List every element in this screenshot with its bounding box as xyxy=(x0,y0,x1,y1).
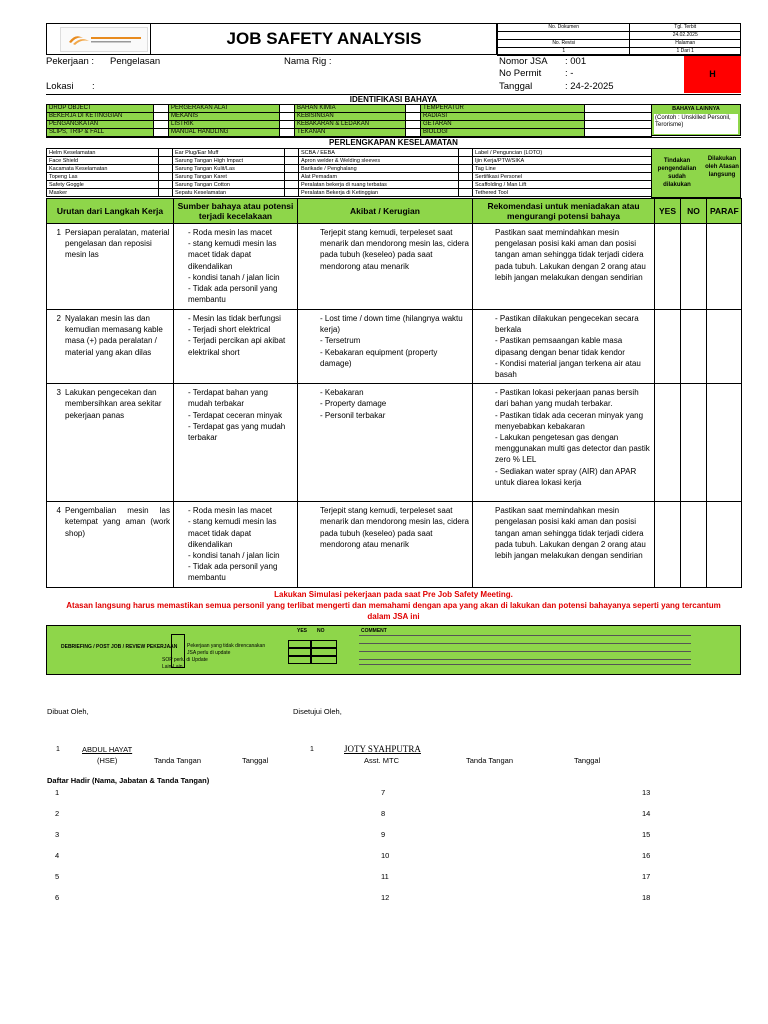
attendance-number: 5 xyxy=(55,872,60,881)
ppe-item: Safety Goggle xyxy=(47,181,159,189)
meta-label-revision: No. Revisi xyxy=(498,40,630,48)
hazard-source-item: - stang kemudi mesin las macet tidak dapat dikendalikan xyxy=(188,517,277,549)
step-number: 4 xyxy=(56,506,61,516)
attendance-number: 15 xyxy=(642,830,651,839)
attendance-title: Daftar Hadir (Nama, Jabatan & Tanda Tangan) xyxy=(47,776,210,785)
meta-label-doc-no: No. Dokumen xyxy=(498,24,630,32)
tanggal-value: : 24-2-2025 xyxy=(565,81,614,92)
hazard-source-item: - Tidak ada personil yang membantu xyxy=(188,562,278,583)
signer1-signature-label: Tanda Tangan xyxy=(154,756,201,765)
debrief-comment-label: COMMENT xyxy=(361,628,387,634)
recommendation-cell xyxy=(473,310,655,384)
no-checkbox-cell[interactable] xyxy=(681,310,707,384)
ppe-item: SCBA / EEBA xyxy=(299,149,459,157)
hazard-checkbox[interactable] xyxy=(585,113,652,121)
signer1-date-label: Tanggal xyxy=(242,756,269,765)
disetujui-oleh: Disetujui Oleh, xyxy=(293,707,342,716)
effect-item: - Kebakaran equipment (property damage) xyxy=(320,347,438,368)
hazard-source-item: - kondisi tanah / jalan licin xyxy=(188,551,280,561)
hazard-checkbox[interactable] xyxy=(280,113,295,121)
yes-checkbox-cell[interactable] xyxy=(655,310,681,384)
hazard-source-item: - Terdapat ceceran minyak xyxy=(188,410,283,420)
step-row xyxy=(47,310,742,384)
ppe-section-title: PERLENGKAPAN KESELAMATAN xyxy=(46,137,741,149)
recommendation-item: - Pastikan tidak ada ceceran minyak yang menyebabkan kebakaran xyxy=(495,410,644,431)
yes-checkbox-cell[interactable] xyxy=(655,224,681,310)
effect-item: Terjepit stang kemudi, terpeleset saat menarik dan mendorong mesin las, cidera pada tubuh (keseleo) pada saat mendorong atau menarik xyxy=(320,228,469,271)
lokasi-label: Lokasi xyxy=(46,81,74,92)
attendance-number: 4 xyxy=(55,851,60,860)
step-text: Nyalakan mesin las dan kemudian memasang kable masa (+) pada peralatan / material yang akan dilas xyxy=(65,314,163,357)
header-paraf: PARAF xyxy=(707,199,742,224)
paraf-checkbox-cell[interactable] xyxy=(707,310,742,384)
paraf-checkbox-cell[interactable] xyxy=(707,502,742,588)
hazard-row xyxy=(47,113,652,121)
signer2-date-label: Tanggal xyxy=(574,756,601,765)
hazard-source-item: - Roda mesin las macet xyxy=(188,228,273,237)
hazard-source-item: - Roda mesin las macet xyxy=(188,506,273,516)
signer2-name: JOTY SYAHPUTRA xyxy=(344,744,421,754)
hazard-item: KEBAKARAN & LEDAKAN xyxy=(295,121,406,129)
hazard-checkbox[interactable] xyxy=(154,105,169,113)
attendance-number: 9 xyxy=(381,830,386,839)
note-supervisor: Atasan langsung harus memastikan semua personil yang terlibat mengerti dan memahami dengan apa yang akan di lakukan dan potensi bahayanya seperti yang tercantum dalam JSA ini xyxy=(66,601,721,621)
hazard-source-item: - Terdapat bahan yang mudah terbakar xyxy=(188,388,268,409)
attendance-number: 3 xyxy=(55,830,60,839)
meta-label-issued: Tgl. Terbit xyxy=(630,24,741,32)
hazard-item: DROP OBJECT xyxy=(47,105,154,113)
tanggal-label: Tanggal xyxy=(499,81,533,92)
nomor-jsa-value: : 001 xyxy=(565,56,587,67)
attendance-number: 1 xyxy=(55,788,60,797)
document-title: JOB SAFETY ANALYSIS xyxy=(226,29,422,48)
hazard-row xyxy=(47,121,652,129)
hazard-source-item: - Tidak ada personil yang membantu xyxy=(188,284,278,305)
hazard-checkbox[interactable] xyxy=(280,129,295,137)
step-text: Persiapan peralatan, material pengelasan dan reposisi mesin las xyxy=(65,228,170,260)
effect-cell xyxy=(298,502,473,588)
hazard-checkbox[interactable] xyxy=(280,105,295,113)
header-steps: Urutan dari Langkah Kerja xyxy=(47,199,174,224)
nama-rig-label: Nama Rig : xyxy=(284,56,332,67)
ppe-checkbox[interactable] xyxy=(159,173,173,181)
hazard-item: KEBISINGAN xyxy=(295,113,406,121)
jsa-steps-table xyxy=(46,198,742,588)
signer1-number: 1 xyxy=(56,746,60,753)
attendance-number: 12 xyxy=(381,893,390,902)
header-recommendations: Rekomendasi untuk meniadakan atau mengurangi potensi bahaya xyxy=(473,199,655,224)
attendance-number: 6 xyxy=(55,893,60,902)
attendance-number: 2 xyxy=(55,809,60,818)
ppe-item: Sarung Tangan Karet xyxy=(173,173,285,181)
debrief-title: DEBRIEFING / POST JOB / REVIEW PEKERJAAN xyxy=(61,644,178,650)
hazard-source-item: - Mesin las tidak berfungsi xyxy=(188,314,281,323)
debrief-yes-checkbox-1[interactable] xyxy=(288,640,311,648)
recommendation-item: Pastikan saat memindahkan mesin pengelasan posisi kaki aman dan posisi tangan aman sehingga tidak terjadi cidera pada tubuh. Lakukan dengan 2 orang atau lebih jangan melakukan dengan sendirian xyxy=(495,506,646,561)
hazard-source-cell xyxy=(174,224,298,310)
no-checkbox-cell[interactable] xyxy=(681,384,707,502)
signer1-name: ABDUL HAYAT xyxy=(82,745,133,754)
hazard-source-item: - Terdapat gas yang mudah terbakar xyxy=(188,421,286,443)
ppe-checkbox[interactable] xyxy=(285,149,299,157)
hazard-item: MANUAL HANDLING xyxy=(169,129,280,137)
hazard-item: BIOLOGI xyxy=(421,129,585,137)
ppe-grid xyxy=(46,148,652,197)
ppe-checkbox[interactable] xyxy=(285,173,299,181)
meta-value-doc-no xyxy=(498,32,630,40)
debrief-item-sop-update: SOP perlu di Update xyxy=(162,657,208,663)
risk-level-badge: H xyxy=(684,56,741,93)
hazard-row xyxy=(47,129,652,137)
other-hazard-box xyxy=(651,104,741,136)
effect-cell xyxy=(298,310,473,384)
ppe-row xyxy=(47,165,652,173)
ppe-item: Peralatan bekerja di ruang terbatas xyxy=(299,181,459,189)
hazard-source-item: - kondisi tanah / jalan licin xyxy=(188,272,280,282)
debrief-no-checkbox-3[interactable] xyxy=(311,656,337,664)
debrief-yes-checkbox-2[interactable] xyxy=(288,648,311,656)
ppe-item: Ijin Kerja/PTW/SIKA xyxy=(473,157,652,165)
ppe-row xyxy=(47,181,652,189)
debrief-yes-checkbox-3[interactable] xyxy=(288,656,311,664)
ppe-status-controlled: Tindakan pengendalian sudah dilakukan xyxy=(657,158,697,188)
debrief-yes-label: YES xyxy=(297,628,308,634)
header-hazard-source: Sumber bahaya atau potensi terjadi kecelakaan xyxy=(174,199,298,224)
yes-checkbox-cell[interactable] xyxy=(655,502,681,588)
paraf-checkbox-cell[interactable] xyxy=(707,384,742,502)
step-text: Pengembalian mesin las ketempat yang aman (work shop) xyxy=(65,506,170,538)
step-cell xyxy=(47,224,174,310)
note-simulation: Lakukan Simulasi pekerjaan pada saat Pre Job Safety Meeting. xyxy=(274,590,513,599)
hazard-checkbox[interactable] xyxy=(154,113,169,121)
ppe-item: Topeng Las xyxy=(47,173,159,181)
hazard-checkbox[interactable] xyxy=(406,113,421,121)
attendance-number: 8 xyxy=(381,809,386,818)
ppe-item: Masker xyxy=(47,189,159,197)
debrief-no-checkbox-1[interactable] xyxy=(311,640,337,648)
ppe-checkbox[interactable] xyxy=(159,181,173,189)
recommendation-item: - Pastikan dilakukan pengecekan secara berkala xyxy=(495,314,639,335)
hazard-item: BAHAN KIMIA xyxy=(295,105,406,113)
ppe-checkbox[interactable] xyxy=(285,165,299,173)
ppe-item: Tethered Tool xyxy=(473,189,652,197)
recommendation-item: - Pastikan lokasi pekerjaan panas bersih dari bahan yang mudah terbakar. xyxy=(495,388,639,409)
meta-value-page: 1 Dari 1 xyxy=(630,48,741,56)
signer2-signature-label: Tanda Tangan xyxy=(466,756,513,765)
logo-icon xyxy=(61,28,147,51)
hazard-checkbox[interactable] xyxy=(406,105,421,113)
no-permit-value: : - xyxy=(565,68,574,79)
ppe-item: Sepatu Keselamatan xyxy=(173,189,285,197)
debrief-panel xyxy=(46,625,741,675)
ppe-checkbox[interactable] xyxy=(459,165,473,173)
meta-label-page: Halaman xyxy=(630,40,741,48)
ppe-checkbox[interactable] xyxy=(285,189,299,197)
step-cell xyxy=(47,310,174,384)
recommendation-item: - Lakukan pengetesan gas dengan menggunakan multi gas detector dan pastik zero % LEL xyxy=(495,433,650,465)
step-cell xyxy=(47,502,174,588)
step-row xyxy=(47,502,742,588)
ppe-status-supervisor: Dilakukan oleh Atasan langsung xyxy=(705,156,739,178)
ppe-checkbox[interactable] xyxy=(159,189,173,197)
step-row xyxy=(47,384,742,502)
ppe-item: Ear Plug/Ear Muff xyxy=(173,149,285,157)
step-row xyxy=(47,224,742,310)
hazard-checkbox[interactable] xyxy=(154,129,169,137)
hazard-checkbox[interactable] xyxy=(585,129,652,137)
hazard-item: PERGERAKAN ALAT xyxy=(169,105,280,113)
hazard-item: PENGANGKATAN xyxy=(47,121,154,129)
ppe-item: Kacamata Keselamatan xyxy=(47,165,159,173)
other-hazard-text: (Contoh : Unskilled Personil, Terorisme) xyxy=(654,114,738,134)
step-cell xyxy=(47,384,174,502)
hazard-checkbox[interactable] xyxy=(585,105,652,113)
ppe-item: Face Shield xyxy=(47,157,159,165)
attendance-number: 13 xyxy=(642,788,651,797)
ppe-item: Sarung Tangan Cotton xyxy=(173,181,285,189)
hazard-item: SLIPS, TRIP & FALL xyxy=(47,129,154,137)
ppe-item: Helm Keselamatan xyxy=(47,149,159,157)
step-number: 1 xyxy=(56,228,61,237)
ppe-item: Sarung Tangan High Impact xyxy=(173,157,285,165)
hazard-item: TEMPERATUR xyxy=(421,105,585,113)
attendance-number: 14 xyxy=(642,809,651,818)
other-hazard-title: BAHAYA LAINNYA xyxy=(672,106,720,112)
ppe-status-box xyxy=(651,148,741,198)
ppe-checkbox[interactable] xyxy=(159,157,173,165)
attendance-number: 10 xyxy=(381,851,390,860)
ppe-item: Sarung Tangan Kulit/Las xyxy=(173,165,285,173)
recommendation-item: - Pastikan pemsaangan kable masa dipasang dengan benar tidak kendor xyxy=(495,336,625,357)
effect-item: - Tersetrum xyxy=(320,336,361,346)
signer2-number: 1 xyxy=(310,746,314,753)
signer2-role: Asst. MTC xyxy=(364,756,399,765)
ppe-row xyxy=(47,157,652,165)
step-number: 2 xyxy=(56,314,61,323)
ppe-checkbox[interactable] xyxy=(459,173,473,181)
ppe-item: Tag Line xyxy=(473,165,652,173)
header-no: NO xyxy=(681,199,707,224)
effect-item: - Kebakaran xyxy=(320,388,364,398)
ppe-checkbox[interactable] xyxy=(285,181,299,189)
step-number: 3 xyxy=(56,388,61,398)
debrief-no-label: NO xyxy=(317,628,325,634)
hazard-item: TEKANAN xyxy=(295,129,406,137)
ppe-checkbox[interactable] xyxy=(159,165,173,173)
effect-cell xyxy=(298,224,473,310)
ppe-checkbox[interactable] xyxy=(159,149,173,157)
document-meta-table xyxy=(497,23,741,56)
ppe-row xyxy=(47,189,652,197)
ppe-checkbox[interactable] xyxy=(459,157,473,165)
hazard-source-item: - stang kemudi mesin las macet tidak dapat dikendalikan xyxy=(188,239,277,271)
ppe-item: Alat Pemadam xyxy=(299,173,459,181)
debrief-item-unplanned: Pekerjaan yang tidak direncanakan xyxy=(187,643,266,649)
hazard-source-item: - Terjadi percikan api akibat elektrikal short xyxy=(188,336,286,357)
effect-cell xyxy=(298,384,473,502)
hazard-item: MEKANIS xyxy=(169,113,280,121)
signer1-role: (HSE) xyxy=(97,756,118,765)
ppe-item: Barikade / Penghalang xyxy=(299,165,459,173)
paraf-checkbox-cell[interactable] xyxy=(707,224,742,310)
recommendation-item: Pastikan saat memindahkan mesin pengelasan posisi kaki aman dan posisi tangan aman sehingga tidak terjadi cidera pada tubuh. Lakukan dengan 2 orang atau lebih jangan melakukan dengan sendirian xyxy=(495,228,646,282)
hazard-grid xyxy=(46,104,652,137)
hazard-item: RADIASI xyxy=(421,113,585,121)
header-yes: YES xyxy=(655,199,681,224)
effect-item: Terjepit stang kemudi, terpeleset saat menarik dan mendorong mesin las, cidera pada tubuh (keseleo) pada saat mendorong atau menarik xyxy=(320,506,469,549)
no-permit-label: No Permit xyxy=(499,68,542,79)
effect-item: - Lost time / down time (hilangnya waktu kerja) xyxy=(320,314,463,335)
hazard-item: LISTRIK xyxy=(169,121,280,129)
hazard-checkbox[interactable] xyxy=(154,121,169,129)
ppe-item: Peralatan Bekerja di Ketinggian xyxy=(299,189,459,197)
ppe-checkbox[interactable] xyxy=(459,181,473,189)
hazard-checkbox[interactable] xyxy=(585,121,652,129)
attendance-number: 16 xyxy=(642,851,651,860)
no-checkbox-cell[interactable] xyxy=(681,224,707,310)
effect-item: - Personil terbakar xyxy=(320,410,386,420)
hazard-section-title: IDENTIFIKASI BAHAYA xyxy=(46,94,741,104)
hazard-source-item: - Terjadi short elektrical xyxy=(188,325,271,335)
nomor-jsa-label: Nomor JSA xyxy=(499,56,548,67)
ppe-checkbox[interactable] xyxy=(459,189,473,197)
step-text: Lakukan pengecekan dan membersihkan area sekitar pekerjaan panas xyxy=(65,388,162,420)
recommendation-cell xyxy=(473,502,655,588)
attendance-number: 11 xyxy=(381,872,389,881)
attendance-number: 17 xyxy=(642,872,651,881)
pekerjaan-value: Pengelasan xyxy=(110,56,161,67)
ppe-item: Apron welder & Welding sleeves xyxy=(299,157,459,165)
ppe-checkbox[interactable] xyxy=(459,149,473,157)
hazard-source-cell xyxy=(174,310,298,384)
ppe-row xyxy=(47,149,652,157)
debrief-item-other: Lain-Lain xyxy=(162,664,183,670)
pekerjaan-label: Pekerjaan : xyxy=(46,56,95,67)
company-logo xyxy=(60,27,148,52)
debrief-item-jsa-update: JSA perlu di update xyxy=(187,650,231,656)
dibuat-oleh: Dibuat Oleh, xyxy=(47,707,89,716)
hazard-source-cell xyxy=(174,502,298,588)
hazard-item: GETARAN xyxy=(421,121,585,129)
debrief-comment-lines[interactable] xyxy=(359,635,691,665)
hazard-item: BEKERJA DI KETINGGIAN xyxy=(47,113,154,121)
hazard-checkbox[interactable] xyxy=(406,121,421,129)
ppe-checkbox[interactable] xyxy=(285,157,299,165)
ppe-item: Scaffolding / Man Lift xyxy=(473,181,652,189)
meta-value-revision: 1 xyxy=(498,48,630,56)
hazard-row xyxy=(47,105,652,113)
recommendation-cell xyxy=(473,224,655,310)
effect-item: - Property damage xyxy=(320,399,387,409)
ppe-item: Label / Penguncian (LOTO) xyxy=(473,149,652,157)
recommendation-item: - Sediakan water spray (AIR) dan APAR untuk diarea lokasi kerja xyxy=(495,466,637,487)
hazard-source-cell xyxy=(174,384,298,502)
hazard-checkbox[interactable] xyxy=(406,129,421,137)
hazard-checkbox[interactable] xyxy=(280,121,295,129)
attendance-number: 18 xyxy=(642,893,651,902)
lokasi-sep: : xyxy=(92,81,95,92)
ppe-item: Sertifikasi Personel xyxy=(473,173,652,181)
header-effects: Akibat / Kerugian xyxy=(298,199,473,224)
attendance-number: 7 xyxy=(381,788,386,797)
debrief-no-checkbox-2[interactable] xyxy=(311,648,337,656)
yes-checkbox-cell[interactable] xyxy=(655,384,681,502)
no-checkbox-cell[interactable] xyxy=(681,502,707,588)
recommendation-cell xyxy=(473,384,655,502)
meta-value-issued: 24.02.2025 xyxy=(630,32,741,40)
ppe-row xyxy=(47,173,652,181)
recommendation-item: - Kondisi material jangan terkena air atau basah xyxy=(495,358,641,380)
